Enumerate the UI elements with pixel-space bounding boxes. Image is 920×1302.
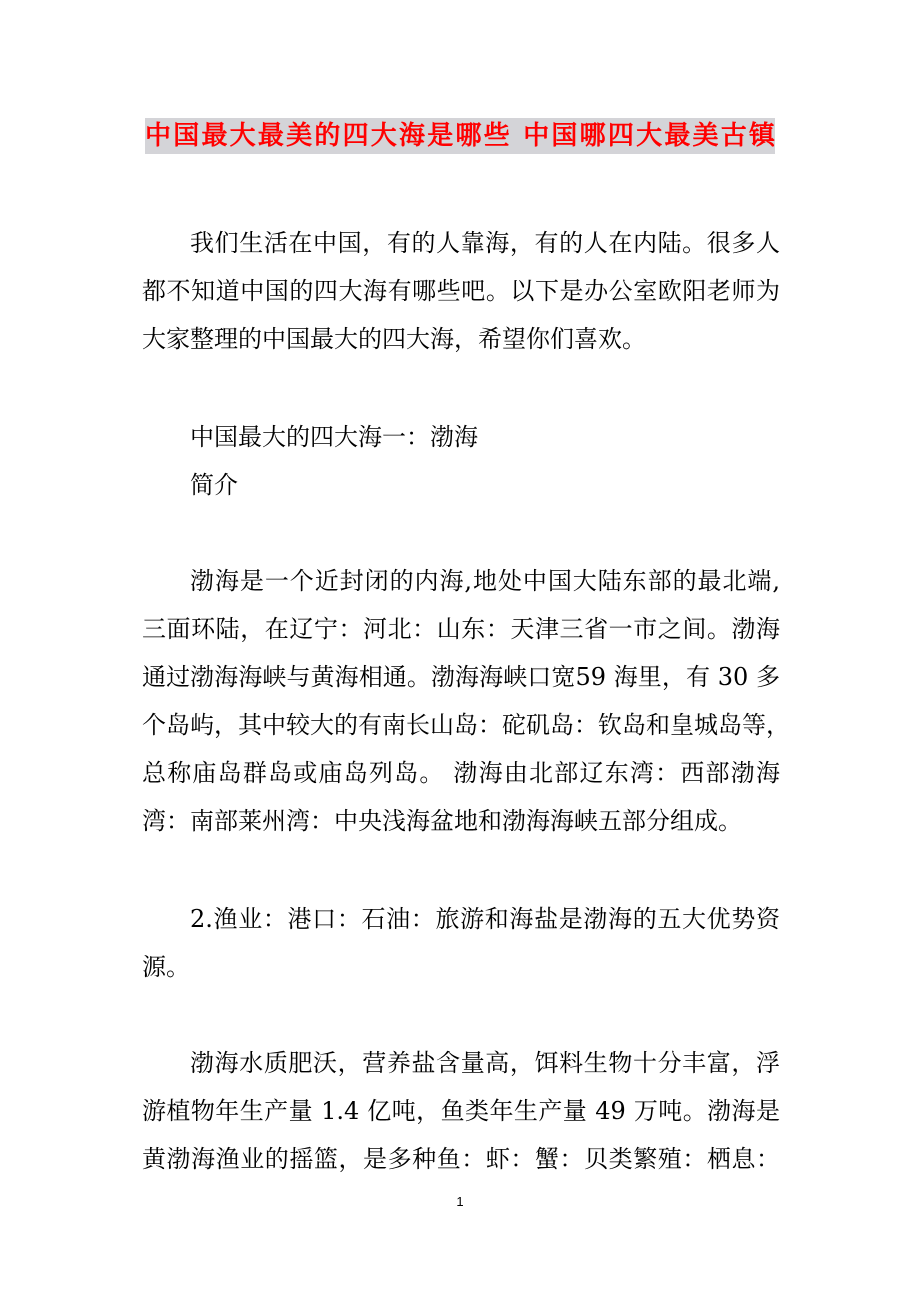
page-number: 1	[456, 1194, 464, 1209]
paragraph-line: 大家整理的中国最大的四大海，希望你们喜欢。	[142, 325, 646, 353]
paragraph-line: 源。	[142, 953, 190, 981]
paragraph-line: 黄渤海渔业的摇篮，是多种鱼：虾：蟹：贝类繁殖：栖息：	[142, 1145, 780, 1173]
paragraph-line: 2.渔业：港口：石油：旅游和海盐是渤海的五大优势资	[190, 905, 780, 933]
subheading: 简介	[190, 471, 238, 499]
paragraph-line: 渤海是一个近封闭的内海,地处中国大陆东部的最北端,	[190, 567, 780, 595]
paragraph-line: 我们生活在中国，有的人靠海，有的人在内陆。很多人	[190, 229, 780, 257]
paragraph-line: 总称庙岛群岛或庙岛列岛。 渤海由北部辽东湾：西部渤海	[142, 759, 780, 787]
paragraph-line: 通过渤海海峡与黄海相通。渤海海峡口宽59 海里，有 30 多	[142, 663, 780, 691]
section-heading: 中国最大的四大海一：渤海	[190, 423, 478, 451]
paragraph-line: 都不知道中国的四大海有哪些吧。以下是办公室欧阳老师为	[142, 277, 780, 305]
paragraph-line: 渤海水质肥沃，营养盐含量高，饵料生物十分丰富，浮	[190, 1049, 780, 1077]
paragraph-line: 湾：南部莱州湾：中央浅海盆地和渤海海峡五部分组成。	[142, 807, 742, 835]
paragraph-line: 游植物年生产量 1.4 亿吨，鱼类年生产量 49 万吨。渤海是	[142, 1097, 780, 1125]
document-title: 中国最大最美的四大海是哪些 中国哪四大最美古镇	[145, 118, 775, 154]
paragraph-line: 个岛屿，其中较大的有南长山岛：砣矶岛：钦岛和皇城岛等，	[142, 711, 790, 739]
paragraph-line: 三面环陆，在辽宁：河北：山东：天津三省一市之间。渤海	[142, 615, 780, 643]
